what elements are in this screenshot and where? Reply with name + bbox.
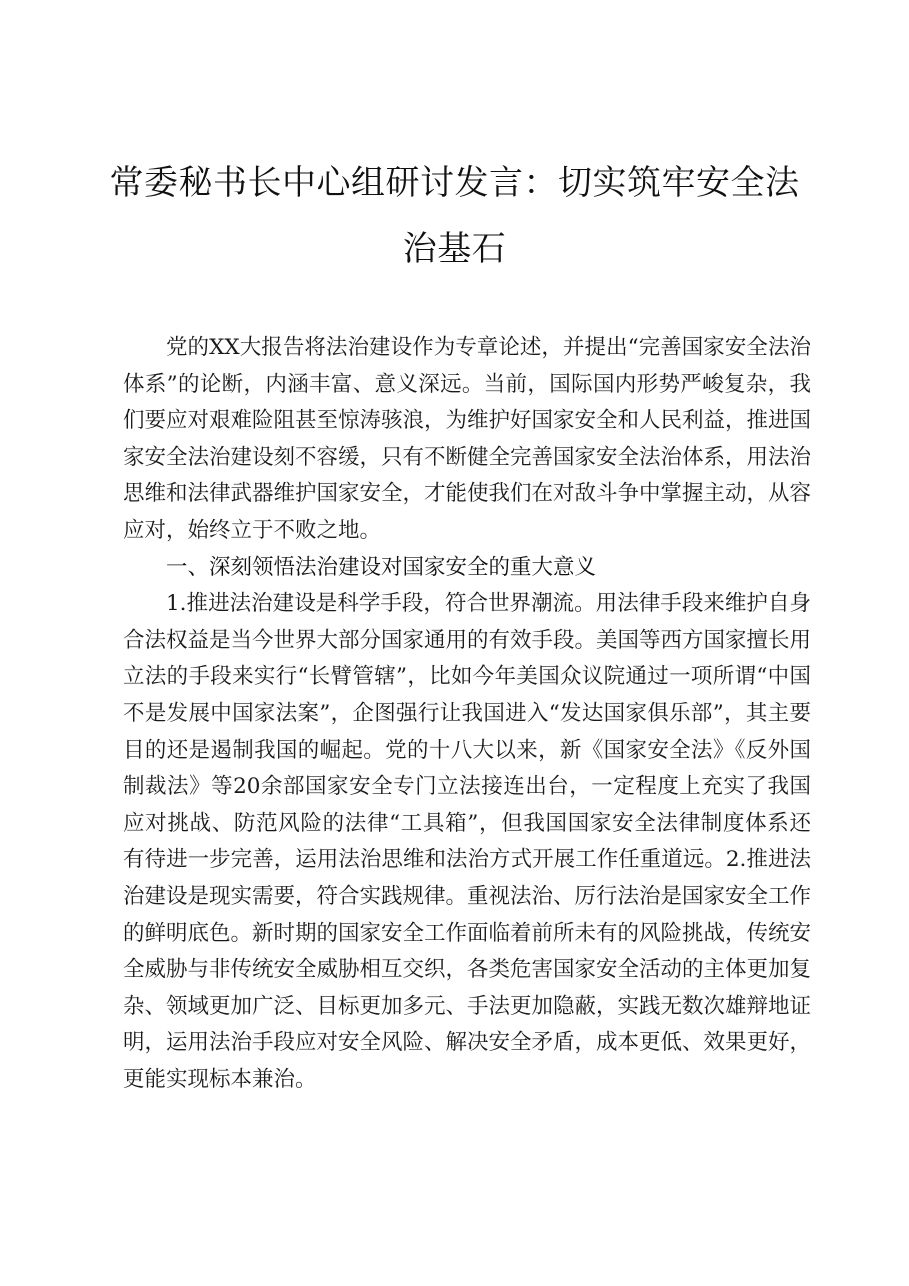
section-heading: 一、深刻领悟法治建设对国家安全的重大意义	[166, 554, 597, 580]
section-paragraph: 1.推进法治建设是科学手段，符合世界潮流。用法律手段来维护自身合法权益是当今世界大部分国家通用的有效手段。美国等西方国家擅长用立法的手段来实行“长臂管辖”，比如今年美国众议院通过一项所谓“中国不是发展中国家法案”，企图强行让我国进入“发达国家俱乐部”，其主要目的还是遏制我国的崛起。党的十八大以来，新《国家安全法》《反外国制裁法》等20余部国家安全专门立法接连出台，一定程度上充实了我国应对挑战、防范风险的法律“工具箱”，但我国国家安全法律制度体系还有待进一步完善，运用法治思维和法治方式开展工作任重道远。2.推进法治建设是现实需要，符合实践规律。重视法治、厉行法治是国家安全工作的鲜明底色。新时期的国家安全工作面临着前所未有的风险挑战，传统安全威胁与非传统安全威胁相互交织，各类危害国家安全活动的主体更加复杂、领域更加广泛、目标更加多元、手法更加隐蔽，实践无数次雄辩地证明，运用法治手段应对安全风险、解决安全矛盾，成本更低、效果更好，更能实现标本兼治。	[123, 591, 812, 1092]
document-title: 常委秘书长中心组研讨发言：切实筑牢安全法治基石	[109, 163, 800, 269]
intro-paragraph: 党的XX大报告将法治建设作为专章论述，并提出“完善国家安全法治体系”的论断，内涵丰富、意义深远。当前，国际国内形势严峻复杂，我们要应对艰难险阻甚至惊涛骇浪，为维护好国家安全和人民利益，推进国家安全法治建设刻不容缓，只有不断健全完善国家安全法治体系，用法治思维和法律武器维护国家安全，才能使我们在对敌斗争中掌握主动，从容应对，始终立于不败之地。	[123, 335, 812, 543]
document-body	[123, 330, 811, 1098]
